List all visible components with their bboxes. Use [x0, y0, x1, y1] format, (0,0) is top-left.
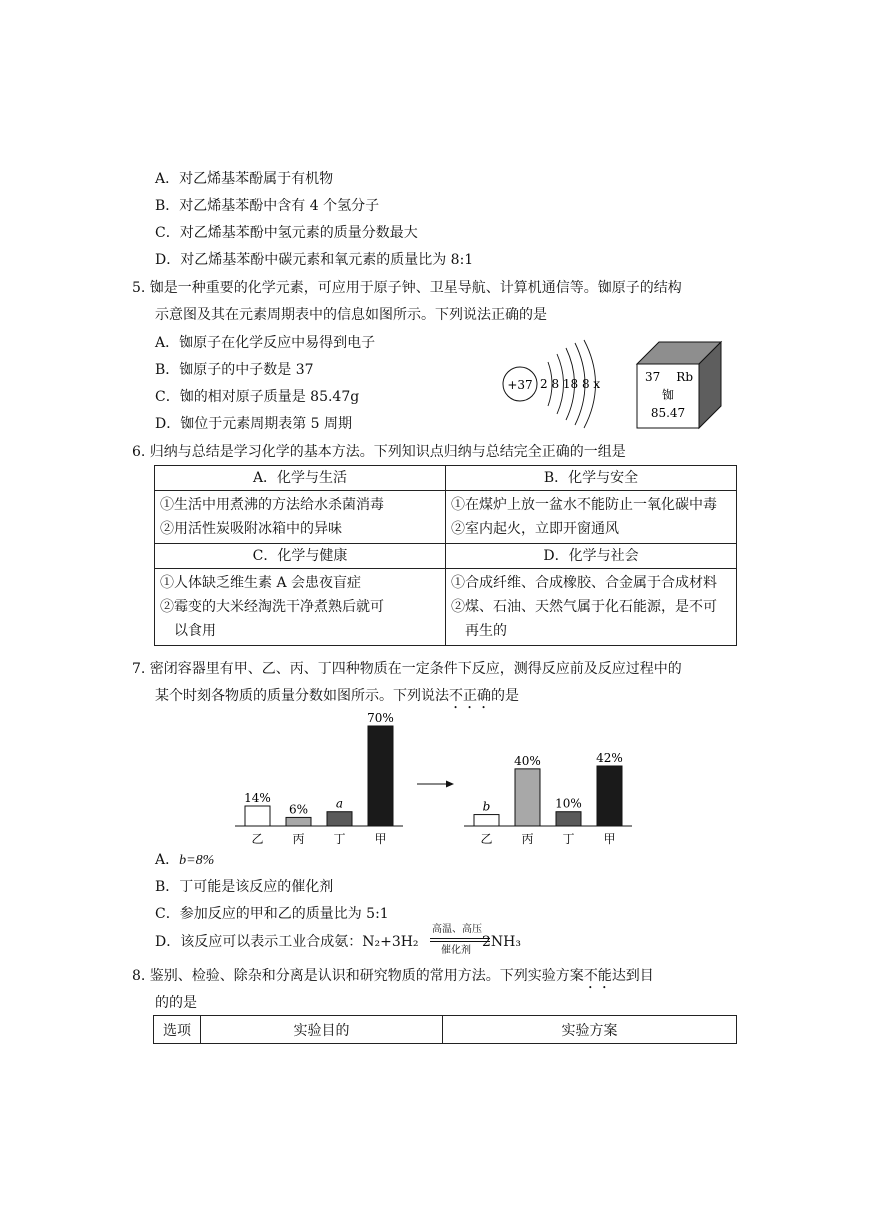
- q7-option-a-value: b=8%: [179, 853, 215, 868]
- q6-a-line1: ①生活中用煮沸的方法给水杀菌消毒: [160, 497, 384, 513]
- q7-option-a-prefix: A．: [155, 852, 180, 868]
- q6-cell-c: [155, 569, 446, 646]
- chart-data-label: 40%: [514, 753, 541, 768]
- q8-stem-emphasis: 不能: [583, 968, 612, 984]
- chart-bar: [597, 766, 622, 826]
- q7-option-b: B．丁可能是该反应的催化剂: [155, 879, 334, 895]
- q6-table: [154, 465, 737, 646]
- chart-bar: [327, 812, 352, 826]
- chart-category-label: 丁: [333, 832, 346, 846]
- chart-bar: [368, 726, 393, 826]
- periodic-table-cell: [635, 340, 725, 430]
- element-symbol: Rb: [676, 370, 693, 384]
- chart-bar: [556, 812, 581, 826]
- chart-bar: [515, 769, 540, 826]
- q6-c-line1: ①人体缺乏维生素 A 会患夜盲症: [160, 575, 362, 591]
- q5-option-d: D．铷位于元素周期表第 5 周期: [155, 416, 353, 432]
- q6-d-line3: 再生的: [465, 623, 507, 639]
- q7-option-d: D．该反应可以表示工业合成氨：N₂+3H₂: [155, 934, 419, 950]
- q7-option-d-product: 2NH₃: [482, 934, 521, 950]
- q7-stem-emphasis: 不正确: [449, 688, 491, 704]
- q6-cell-d-title: D．化学与社会: [446, 544, 737, 569]
- q8-table: [153, 1015, 737, 1044]
- q6-cell-c-title: C．化学与健康: [155, 544, 446, 569]
- q8-stem-pre: 8. 鉴别、检验、除杂和分离是认识和研究物质的常用方法。下列实验方案: [132, 968, 584, 984]
- chart-bar: [474, 815, 499, 826]
- q5-option-c: C．铷的相对原子质量是 85.47g: [155, 389, 360, 405]
- equals-line-bottom: [430, 941, 490, 942]
- equals-line-top: [430, 938, 490, 939]
- q7-stem-line1: 7. 密闭容器里有甲、乙、丙、丁四种物质在一定条件下反应，测得反应前及反应过程中的: [132, 661, 682, 677]
- q5-stem-line2: 示意图及其在元素周期表中的信息如图所示。下列说法正确的是: [155, 307, 547, 323]
- q6-cell-a-title: A．化学与生活: [155, 466, 446, 491]
- chart-after: [464, 751, 632, 846]
- atom-structure-diagram: [500, 340, 610, 430]
- chart-before: [235, 711, 403, 846]
- chart-data-label: 70%: [367, 711, 394, 725]
- q6-cell-b: [446, 491, 737, 544]
- q7-condition-top: 高温、高压: [432, 924, 482, 935]
- q7-stem-post: 的是: [491, 688, 519, 704]
- atom-shells: 2 8 18 8 x: [540, 377, 601, 391]
- chart-bar: [286, 817, 311, 826]
- element-name: 铷: [661, 388, 675, 402]
- chart-category-label: 甲: [603, 832, 616, 846]
- q6-d-line1: ①合成纤维、合成橡胶、合金属于合成材料: [451, 575, 717, 591]
- q8-header-purpose: 实验目的: [201, 1016, 443, 1044]
- q5-option-a: A．铷原子在化学反应中易得到电子: [155, 335, 376, 351]
- q6-c-line3: 以食用: [174, 623, 216, 639]
- q6-a-line2: ②用活性炭吸附冰箱中的异味: [160, 521, 342, 537]
- element-mass: 85.47: [650, 406, 686, 420]
- chart-data-label: 6%: [288, 802, 309, 817]
- q8-table-header-row: [154, 1016, 737, 1044]
- q7-option-a: [155, 851, 214, 870]
- q7-stem-pre: 某个时刻各物质的质量分数如图所示。下列说法: [155, 688, 449, 704]
- q6-stem: 6. 归纳与总结是学习化学的基本方法。下列知识点归纳与总结完全正确的一组是: [132, 444, 626, 460]
- chart-category-label: 丁: [562, 832, 575, 846]
- chart-category-label: 丙: [521, 832, 534, 846]
- q6-cell-d: [446, 569, 737, 646]
- q7-charts: [230, 708, 650, 848]
- chart-category-label: 丙: [292, 832, 305, 846]
- element-number: 37: [645, 370, 661, 384]
- q4-option-c: C．对乙烯基苯酚中氢元素的质量分数最大: [155, 225, 418, 241]
- q4-option-d: D．对乙烯基苯酚中碳元素和氧元素的质量比为 8:1: [155, 252, 474, 268]
- chart-category-label: 乙: [480, 832, 493, 846]
- chart-data-label: b: [482, 799, 491, 814]
- q6-b-line2: ②室内起火，立即开窗通风: [451, 521, 619, 537]
- reaction-arrow-head: [446, 781, 454, 788]
- q8-stem-line2: 的的是: [155, 995, 197, 1011]
- q6-cell-a: [155, 491, 446, 544]
- q6-c-line2: ②霉变的大米经淘洗干净煮熟后就可: [160, 599, 384, 615]
- q4-option-b: B．对乙烯基苯酚中含有 4 个氢分子: [155, 198, 380, 214]
- q7-condition-bottom: 催化剂: [441, 945, 471, 956]
- q6-d-line2: ②煤、石油、天然气属于化石能源，是不可: [451, 599, 717, 615]
- q5-option-b: B．铷原子的中子数是 37: [155, 362, 314, 378]
- q6-cell-b-title: B．化学与安全: [446, 466, 737, 491]
- chart-category-label: 乙: [251, 832, 264, 846]
- chart-data-label: 14%: [244, 791, 271, 805]
- q6-b-line1: ①在煤炉上放一盆水不能防止一氧化碳中毒: [451, 497, 717, 513]
- q8-header-plan: 实验方案: [443, 1016, 737, 1044]
- chart-data-label: 42%: [596, 751, 623, 765]
- chart-bar: [245, 806, 270, 826]
- q4-option-a: A．对乙烯基苯酚属于有机物: [155, 171, 334, 187]
- q8-stem-line1: [132, 967, 654, 992]
- q5-stem-line1: 5. 铷是一种重要的化学元素，可应用于原子钟、卫星导航、计算机通信等。铷原子的结构: [132, 280, 682, 296]
- chart-data-label: a: [335, 796, 344, 811]
- q7-option-c: C．参加反应的甲和乙的质量比为 5:1: [155, 906, 389, 922]
- q8-stem-post: 达到目: [611, 968, 654, 984]
- chart-category-label: 甲: [374, 832, 387, 846]
- atom-nucleus: +37: [507, 378, 533, 392]
- chart-data-label: 10%: [555, 796, 582, 811]
- q8-header-option: 选项: [154, 1016, 201, 1044]
